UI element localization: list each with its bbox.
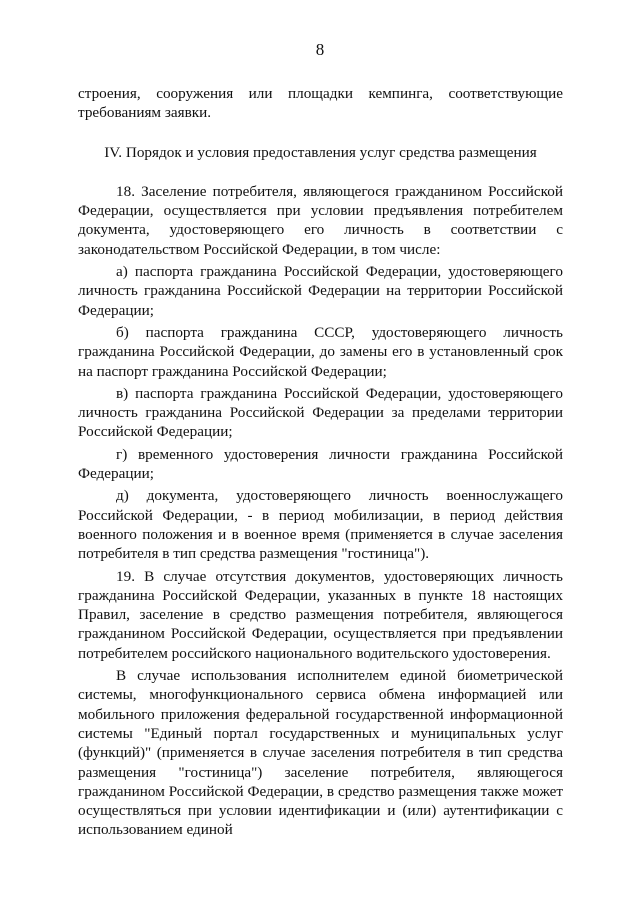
paragraph-biometric: В случае использования исполнителем единой биометрической системы, многофункционального сервиса обмена информацией или мобильного приложения федеральной государственной информационной системы "Единый портал государственных и муниципальных услуг (функций)" (применяется в случае заселения потребителя в тип средства размещения "гостиница") заселение потребителя, являющегося гражданином Российской Федерации, в средство размещения также может осуществляться при условии идентификации и (или) аутентификации с использованием единой (78, 667, 563, 839)
list-item-d: д) документа, удостоверяющего личность военнослужащего Российской Федерации, - в период мобилизации, в период действия военного положения и в военное время (применяется в случае заселения потребителя в тип средства размещения "гостиница"). (78, 487, 563, 563)
continuation-paragraph: строения, сооружения или площадки кемпинга, соответствующие требованиям заявки. (78, 85, 563, 122)
list-item-g: г) временного удостоверения личности гражданина Российской Федерации; (78, 445, 563, 483)
paragraph-19: 19. В случае отсутствия документов, удостоверяющих личность гражданина Российской Федерации, указанных в пункте 18 настоящих Правил, заселение в средство размещения потребителя, являющегося гражданином Российской Федерации, осуществляется при предъявлении потребителем российского национального водительского удостоверения. (78, 567, 563, 662)
paragraph-18: 18. Заселение потребителя, являющегося гражданином Российской Федерации, осуществляется при условии предъявления потребителем документа, удостоверяющего его личность в соответствии с законодательством Российской Федерации, в том числе: (78, 182, 563, 258)
section-heading: IV. Порядок и условия предоставления услуг средства размещения (104, 143, 537, 161)
page-number: 8 (315, 40, 325, 59)
list-item-b: б) паспорта гражданина СССР, удостоверяющего личность гражданина Российской Федерации, до замены его в установленный срок на паспорт гражданина Российской Федерации; (78, 323, 563, 380)
document-body (78, 84, 563, 840)
list-item-v: в) паспорта гражданина Российской Федерации, удостоверяющего личность гражданина Российской Федерации за пределами территории Российской Федерации; (78, 384, 563, 441)
list-item-a: а) паспорта гражданина Российской Федерации, удостоверяющего личность гражданина Российской Федерации на территории Российской Федерации; (78, 263, 563, 319)
